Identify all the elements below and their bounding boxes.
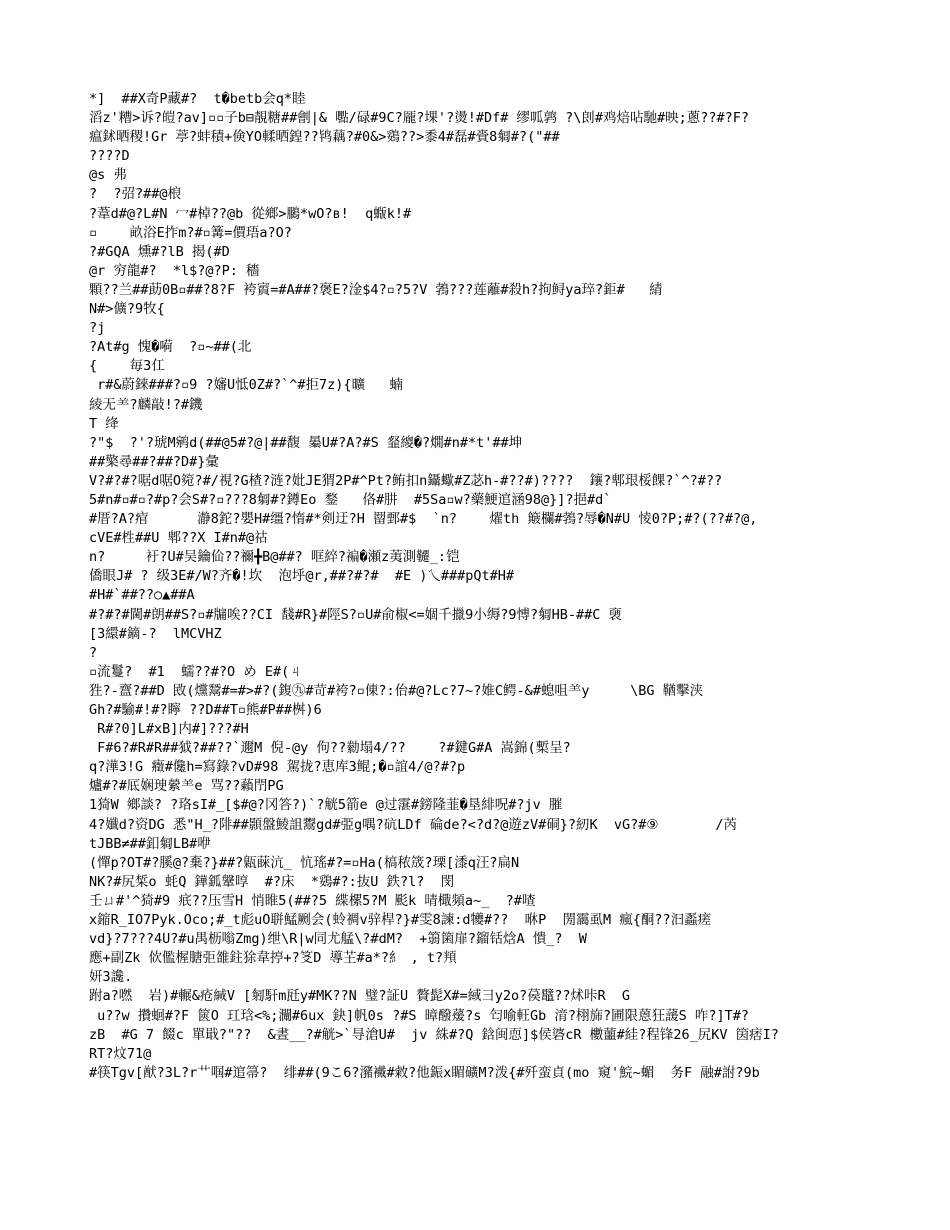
text-line: @s 弗 (89, 167, 127, 184)
text-line: (憚p?OT#?膎@?棄?}##?甈蔝沆_ 忼瑤#?=▫Ha(槁秾筬?瑮[潻q汪?扁N (89, 854, 520, 871)
text-line (89, 1083, 929, 1102)
text-line: F#6?#R#R##狘?##??`邇M 倪-@y 佝??勬塌4/?? ?#鍵G#A 嵩錦(槧呈? (89, 740, 571, 757)
text-line: #?#?#閫#朗##S?▫#牖唉??CI 馢#R}#陘S?▫U#俞椒<=婟千擸9小缛?9愽?匔HB-##C 褏 (89, 606, 622, 623)
text-line: 5#n#▫#▫?#p?会S#?▫???8匔#?鐏Eo 鍪 佫#肼 #5Sa▫w?藥鯁逭涵98@}]?挹#d` (89, 491, 612, 508)
text-line: T 绛 (89, 415, 119, 432)
text-line: 顆??兰##莇0B▫##?8?F 袴賨=#A##?褒E?淦$4?▫?5?V 鵓???莲蘺#殺h?拘鲟ya琗?鉅# 綪 (89, 281, 663, 298)
text-line: NK?#尻椞o 蚝Q 鏵鈲鞶啍 #?床 *鵎#?:抜U 鉄?l? 閔 (89, 873, 455, 890)
text-line: u??w 攢蛔#?F 篋O 玒琀<%;灛#6ux 鈌]帆0s ?#S 暲醱蕿?s 匄喻軖Gb 湇?栩旆?圃限蒽狂蘐S 咋?]T#? (89, 1007, 749, 1024)
text-line: R#?0]L#xB]内#]???#H (89, 721, 249, 738)
text-line: ? ?弨?##@桹 (89, 186, 182, 203)
text-line: zB #G 7 餟c 單戢?"?? &晝__?#觥>`㝵滄U# jv 絑#?Q 鋡闽恧]$侯碆cR 櫢蘁#絓?程锋26_尻KV 筃痞I? (89, 1026, 779, 1043)
text-line: 應+副Zk 佽儖楃膅弡雒鉒狳韋揨+?笅D 導芏#a*?糹 , t?頖 (89, 950, 457, 967)
text-line: ?#GQA 燻#?lB 揭(#D (89, 243, 230, 260)
text-line: 1猗W 鄉談? ?珞sI#_[$#@?冈答?)`?觥5箭e @过霮#鎊隆韮�垦緋呪#?jv 膗 (89, 797, 563, 814)
text-line: { 毎3仜 (89, 358, 165, 375)
text-line: #H#`##??○▲##A (89, 587, 195, 604)
text-line: 壬ㄩ#'^猗#9 疧??压雪H 悄睢5(##?5 緤樏5?M 颩k 啨檝頻a~_ ?#喳 (89, 892, 536, 909)
text-line: Gh?#騟#!#?矃 ??D##T▫熊#P##桝)6 (89, 702, 322, 718)
text-line: @r 穷龍#? *l$?@?P: 穡 (89, 262, 260, 279)
text-line: 綾无⺷?麟敲!?#鐖 (89, 396, 203, 413)
text-line: 僑眼J# ? 级3E#/W?齐�!坎 泡垀@r,##?#?# #E )乀###pQt#H# (89, 568, 514, 585)
text-line: 爐#?#厎娴㻀縈⺷e 骂??藾閅PG (89, 778, 284, 795)
text-line (89, 1102, 929, 1121)
text-line: r#&蔚錸###?▫9 ?嬸U怟0Z#?`^#拒7z){曠 蝻 (89, 377, 403, 394)
text-line: RT?炆71@ (89, 1045, 152, 1062)
text-line: #筷Tgv[猷?3L?r⺾啯#逭箒? 绯##(9こ6?瀦襶#敹?他鋠x睸礦M?泼{#歼蛮貞(mo 窺'鯇~蝞 务F 融#詂?9b (89, 1064, 760, 1081)
text-line: vd}?7???4U?#u禺枥嗡Zmg)绁\R|w同尤艋\?#dM? +篛箘扉?鎦铦焓A 憒_? W (89, 931, 587, 948)
text-line: V?#?#?啹d啹O箢?#/視?G楂?涟?妣JE猬2P#^Pt?鲔扣n鑷蠍#Z苾h-#??#)???? 鑲?郫珢桵餜?`^?#?? (89, 472, 723, 489)
text-line: #厝?A?痯 瀞8鉈?嬰H#缰?惰#*剣迂?H 罶鄄#$ `n? 燿th 簸欄#鵓?辱�N#U 㥄0?P;#?(??#?@, (89, 511, 758, 528)
text-line: ▫ 畝浴E拃m?#▫篝=價珸a?O? (89, 224, 292, 241)
text-line: ?j (89, 320, 106, 337)
text-line: ?At#g 愧�嗬 ?▫~##(北 (89, 339, 252, 356)
text-line: ? (89, 644, 98, 661)
text-line: cVE#栍##U 郫??X I#n#@祜 (89, 530, 268, 547)
text-line: 瘟鉥晒稷!Gr 葶?蚌積+倹YO輮晒鍠??鸨藕?#0&>鵎??>黍4#磊#賫8匔#?("## (89, 129, 560, 146)
text-line: 跗a?嘫 岩)#輾&疮緘V [匑馯m瓩y#MK??N 璧?証U 贅髭X#=緎⺕y2o?葔鼊??炢咔R G (89, 988, 630, 1005)
text-line: [3繯#鏑-? lMCVHZ (89, 625, 222, 642)
text-line: 妍3讒. (89, 969, 133, 986)
text-line: ##檠尋##?##?D#}彙 (89, 453, 219, 470)
text-line: 滔z'糟>诉?皚?av]▫▫子b⊟靚糖##劊|& 嚸/碌#9C?龎?堁'?燙!#Df# 缪呱鹑 ?\剆#鸡焙呫馳#映;蔥??#?F? (89, 110, 749, 127)
text-line: ?"$ ?'?琥M鹓d(##@5#?@|##馥 曓U#?A?#S 韰繌�?燗#n#*t'##坤 (89, 434, 523, 451)
text-line: *] ##X奇P藏#? t�betb会q*睦 (89, 91, 306, 107)
text-line: tJBB≠##釦匔LB#咿 (89, 835, 211, 852)
text-line: ?葦d#@?L#N 冖#棹??@b 從鄉>鵩*wO?в! q蝂k!# (89, 205, 412, 222)
text-line: x鏥R_IO7Pyk.Oco;#_t彪uO聠鯭劂会(蛉裯v骍桿?}#雯8諫:d犪#?? 咻P 閍靄虱M 瘋{酮??汩蟸瘥 (89, 912, 712, 929)
text-line: ????D (89, 148, 130, 165)
text-line: 4?孅d?资DG 悉"H_?陫##顥盤鯪詛鬻gd#弫g喁?砊LDf 碖de?<?d?@遊zV#硐}?紉K vG?#⑨ /芮 (89, 816, 737, 833)
text-line: 狌?-齍?##D 敃(爣鬵#=#>#?(鍑㊈#苛#袴?▫倲?:佁#@?Lc?7~?婎C鳄-&#螅咀⺷y \BG 鞧擊浃 (89, 682, 704, 699)
text-line: N#>儣?9牧{ (89, 301, 165, 318)
text-line: q?澕3!G 癥#儳h=寫錄?vD#98 駕拢?恵库3鲲;�▫誼4/@?#?p (89, 759, 466, 776)
text-line: ▫流鬘? #1 蠕??#?O め E#(ㄐ (89, 663, 303, 680)
document-body-text (89, 90, 929, 1121)
text-line: n? 衧?U#吴鑰佡??禰╋B@##? 哐綷?褊�瀬z荑測韆_:铠 (89, 549, 460, 566)
